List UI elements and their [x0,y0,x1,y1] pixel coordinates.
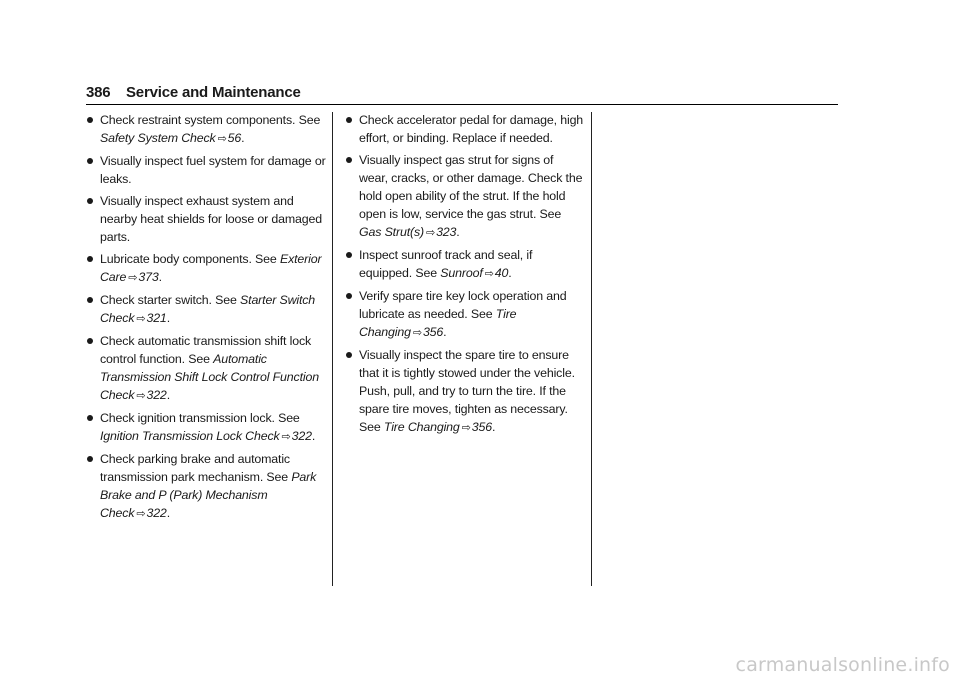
item-text: Check parking brake and automatic transmission park mechanism. See [100,452,292,484]
bullet-icon [346,252,352,258]
item-text: Visually inspect fuel system for damage or leaks. [100,154,326,186]
page-arrow-icon: ⇨ [136,313,146,325]
cross-reference-title: Sunroof [440,266,483,280]
bullet-icon [87,456,93,462]
item-text: Check starter switch. See [100,293,241,307]
page-number: 386 [86,84,111,101]
bullet-item [86,250,326,287]
item-tail: . [166,388,170,402]
page-arrow-icon: ⇨ [136,390,146,402]
bullet-item [86,111,326,148]
bullet-item [86,450,326,523]
cross-reference-title: Tire Changing [359,307,517,339]
cross-reference-link[interactable] [100,131,241,145]
cross-reference-page: 373 [138,270,159,284]
bullet-icon [87,117,93,123]
cross-reference-link[interactable] [384,420,492,434]
item-text: Visually inspect gas strut for signs of wear, cracks, or other damage. Check the hold open ability of the strut. If the hold open is low, service the gas strut. See [359,153,583,221]
bullet-icon [346,117,352,123]
cross-reference-title: Park Brake and P (Park) Mechanism Check [100,470,317,520]
item-tail: . [241,131,245,145]
section-title: Service and Maintenance [126,84,301,101]
bullet-item [86,152,326,188]
page-arrow-icon: ⇨ [412,327,422,339]
cross-reference-title: Safety System Check [100,131,216,145]
item-text: Visually inspect the spare tire to ensure that it is tightly stowed under the vehicle. Push, pull, and try to turn the tire. If the spare tire moves, tighten as necessary. See [359,348,575,434]
cross-reference-title: Automatic Transmission Shift Lock Control Function Check [100,352,319,402]
bullet-item [345,151,585,242]
item-text: Check automatic transmission shift lock control function. See [100,334,312,366]
page-arrow-icon: ⇨ [136,508,146,520]
cross-reference-page: 322 [291,429,312,443]
item-tail: . [311,429,316,443]
cross-reference-title: Starter Switch Check [100,293,316,325]
cross-reference-page: 321 [146,311,167,325]
cross-reference-title: Tire Changing [383,420,460,434]
page-arrow-icon: ⇨ [425,227,436,239]
bullet-item [345,346,585,437]
middle-column [345,111,585,441]
cross-reference-page: 56 [227,131,242,145]
page-arrow-icon: ⇨ [461,422,471,434]
item-text: Check accelerator pedal for damage, high effort, or binding. Replace if needed. [359,113,584,145]
item-tail: . [166,311,170,325]
cross-reference-page: 322 [146,506,167,520]
page-arrow-icon: ⇨ [484,268,494,280]
page-arrow-icon: ⇨ [217,133,227,145]
item-text: Inspect sunroof track and seal, if equipped. See [359,248,533,280]
item-tail: . [443,325,447,339]
column-divider [591,112,592,586]
bullet-icon [87,198,93,204]
item-text: Lubricate body components. See [100,252,280,266]
page-header [86,84,838,105]
cross-reference-link[interactable] [359,225,456,239]
item-text: Verify spare tire key lock operation and lubricate as needed. See [359,289,567,321]
bullet-item [86,409,326,446]
item-tail: . [491,420,496,434]
item-text: Check ignition transmission lock. See [100,411,300,425]
cross-reference-page: 40 [494,266,509,280]
bullet-icon [87,158,93,164]
bullet-item [86,332,326,405]
cross-reference-link[interactable] [100,429,312,443]
bullet-icon [87,415,93,421]
cross-reference-page: 323 [436,225,457,239]
bullet-icon [346,157,352,163]
cross-reference-title: Gas Strut(s) [359,225,424,239]
bullet-icon [87,297,93,303]
page-arrow-icon: ⇨ [128,272,138,284]
cross-reference-title: Exterior Care [100,252,322,284]
bullet-item [86,192,326,246]
page-arrow-icon: ⇨ [281,431,291,443]
item-text: Visually inspect exhaust system and nearby heat shields for loose or damaged parts. [100,194,322,244]
item-tail: . [158,270,162,284]
watermark: carmanualsonline.info [735,654,950,676]
bullet-icon [346,352,352,358]
cross-reference-link[interactable] [440,266,508,280]
bullet-item [345,287,585,342]
bullet-icon [87,338,93,344]
bullet-item [86,291,326,328]
cross-reference-page: 322 [146,388,167,402]
cross-reference-title: Ignition Transmission Lock Check [100,429,280,443]
cross-reference-page: 356 [471,420,492,434]
bullet-item [345,246,585,283]
column-divider [332,112,333,586]
item-text: Check restraint system components. See [100,113,321,127]
item-tail: . [166,506,170,520]
bullet-item [345,111,585,147]
item-tail: . [508,266,512,280]
cross-reference-page: 356 [422,325,444,339]
bullet-icon [87,256,93,262]
item-tail: . [456,225,460,239]
left-column [86,111,326,527]
bullet-icon [346,293,352,299]
